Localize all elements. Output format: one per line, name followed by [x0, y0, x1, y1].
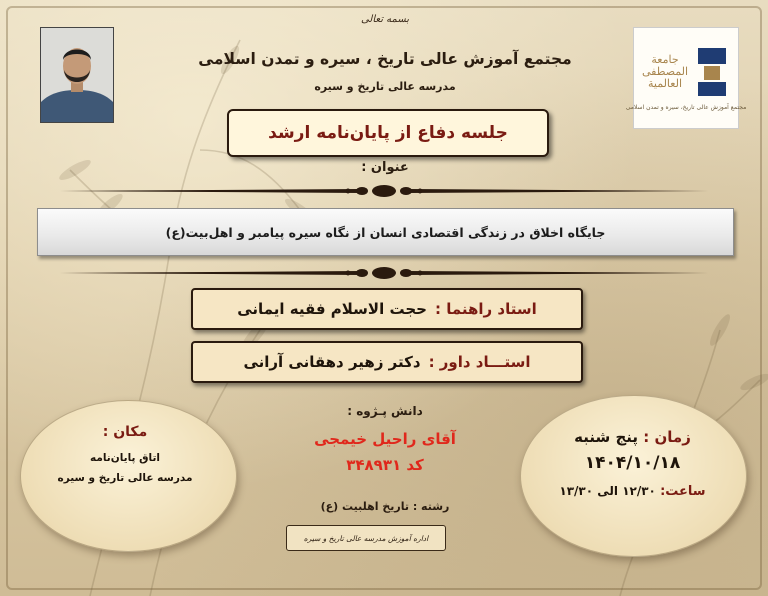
logo-text-3: العالمیة: [648, 76, 682, 90]
referee-name: دکتر زهیر دهقانی آرانی: [243, 353, 421, 371]
researcher-name: آقای راحیل خیمجی: [314, 430, 456, 448]
logo-emblem-icon: [694, 46, 730, 98]
event-title-box: [227, 109, 549, 157]
time-day: پنج شنبه: [574, 428, 639, 446]
logo-subtitle: مجتمع آموزش عالی تاریخ، سیره و تمدن اسلامی: [625, 103, 747, 111]
event-date: ۱۴۰۴/۱۰/۱۸: [584, 453, 681, 473]
office-stamp-text: اداره آموزش مدرسه عالی تاریخ و سیره: [303, 533, 429, 543]
advisor-box: [191, 288, 583, 330]
time-oval: [520, 395, 747, 557]
researcher-label: دانش پـژوه :: [347, 404, 423, 418]
institute-name: مجتمع آموزش عالی تاریخ ، سیره و تمدن اسلامی: [198, 50, 572, 68]
place-title: مکان :: [102, 424, 148, 440]
researcher-code: کد ۳۴۸۹۳۱: [346, 456, 424, 474]
advisor-name: حجت الاسلام فقیه ایمانی: [237, 300, 427, 318]
school-name: مدرسه عالی تاریخ و سیره: [314, 80, 456, 93]
place-line-1: اتاق پایان‌نامه: [89, 452, 160, 464]
researcher-field: رشته : تاریخ اهلبیت (ع): [320, 500, 450, 513]
event-title: جلسه دفاع از پایان‌نامه ارشد: [268, 123, 508, 143]
referee-label: استـــاد داور :: [428, 353, 531, 371]
hours-label: ساعت:: [660, 484, 706, 499]
time-line: [535, 428, 730, 446]
ornamental-divider: [60, 184, 708, 198]
logo-text-2: المصطفی: [641, 64, 689, 78]
person-portrait-icon: [41, 28, 113, 122]
logo-text-1: جامعة: [651, 52, 679, 66]
advisor-label: استاد راهنما :: [434, 300, 537, 318]
referee-box: [191, 341, 583, 383]
time-label: زمان :: [643, 428, 691, 446]
hours-line: [540, 484, 725, 499]
hours-value: ۱۲/۳۰ الی ۱۳/۳۰: [559, 484, 656, 498]
office-stamp: [286, 525, 446, 551]
thesis-title-box: [37, 208, 734, 256]
thesis-title: جایگاه اخلاق در زندگی اقتصادی انسان از نگاه سیره پیامبر و اهل‌بیت(ع): [165, 224, 606, 240]
ornamental-divider: [60, 266, 708, 280]
researcher-photo: [40, 27, 114, 123]
institution-logo: [625, 27, 747, 129]
subject-label: عنوان :: [361, 160, 409, 175]
place-line-2: مدرسه عالی تاریخ و سیره: [57, 472, 193, 484]
basmala: بسمه تعالی: [360, 14, 410, 25]
